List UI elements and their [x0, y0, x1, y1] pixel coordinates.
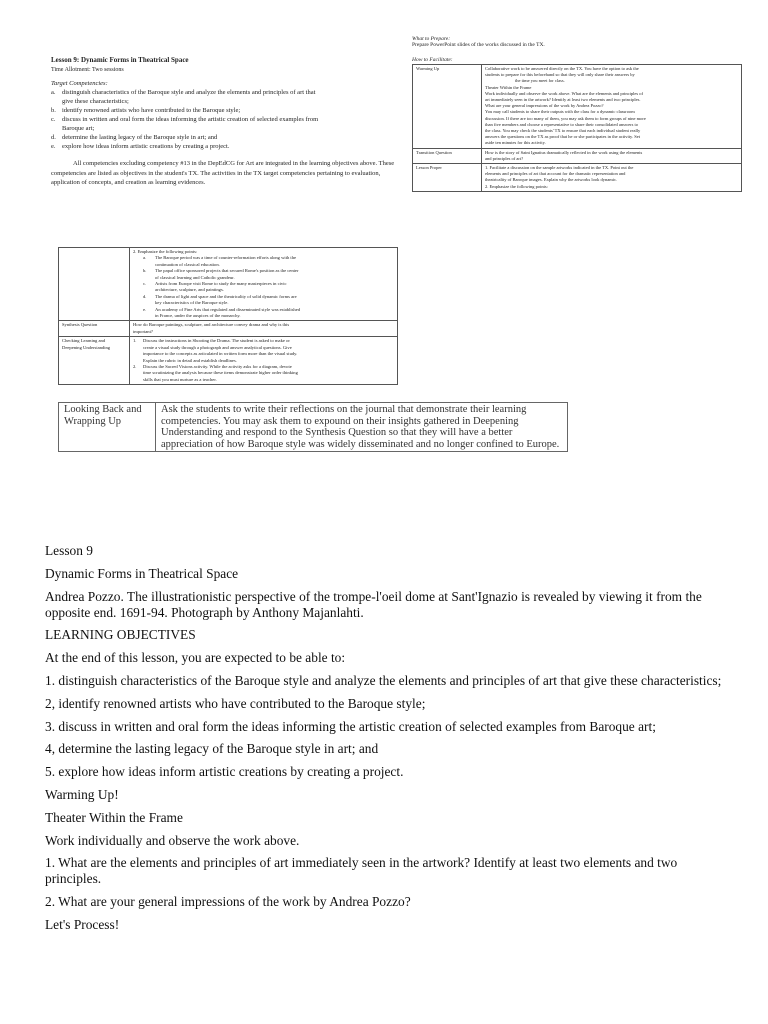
- row-label: Checking Learning and Deepening Understanding: [59, 337, 130, 385]
- row-label: Warming Up: [413, 65, 482, 149]
- lesson-table: [58, 247, 398, 385]
- image-caption: Andrea Pozzo. The illustrationistic perspective of the trompe-l'oeil dome at Sant'Ignazio is revealed by viewing it from the opposite end. 1691-94. Photograph by Anthony Majanlahti.: [45, 588, 702, 620]
- table-row: [413, 164, 742, 192]
- row-label: Lesson Proper: [413, 164, 482, 192]
- list-item: c. discuss in written and oral form the ideas informing the artistic creation of selected examples from: [51, 116, 319, 123]
- competencies-heading: Target Competencies:: [51, 80, 108, 87]
- list-item: e. explore how ideas inform artistic creations by creating a project.: [51, 143, 230, 150]
- list-item: a. distinguish characteristics of the Baroque style and analyze the elements and principles of art that: [51, 89, 316, 96]
- row-label: [59, 248, 130, 321]
- looking-back-table: [58, 402, 568, 452]
- table-row: [59, 403, 568, 452]
- question-item: 2. What are your general impressions of the work by Andrea Pozzo?: [45, 894, 411, 910]
- activity-title: Theater Within the Frame: [45, 809, 183, 825]
- competencies-note: All competencies excluding competency #13 in the DepEdCG for Art are integrated in the learning objectives above. These competencies are listed as objectives in the student's TX. The activities in the TX target competencies pertaining to evaluation, application of concepts, and creation as learning evidences.: [51, 160, 395, 186]
- row-content: 1. Discuss the instructions in Shooting the Drama. The student is asked to make or create a visual study through a photograph and answer analytical questions. Give importance to the concepts as articulated in written form more than the visual study. Explain the rubric in detail and establish deadlines. 2. Discuss the Sacred Visions activity. While the activity asks for a diagram, devote time scrutinizing the analysis because these items demonstrate higher order thinking skills that you must nurture as a teacher.: [130, 337, 398, 385]
- prepare-text: Prepare PowerPoint slides of the works discussed in the TX.: [412, 42, 545, 48]
- prepare-heading: What to Prepare:: [412, 36, 451, 42]
- row-label: Transition Question: [413, 148, 482, 163]
- lesson-table-sheet-image: [58, 247, 398, 382]
- row-content: Collaborative work to be answered directly on the TX. You have the option to ask the students to prepare for this beforehand so that they will only share their answers by the time you meet for class. Theater Within the Frame Work individually and observe the work above. What are the elements and principles of art immediately seen in the artwork? Identify at least two elements and two principles. What are your general impressions of the work by Andrea Pozzo? You may call students to share their outputs with the class for a dynamic classroom discussion. If there are too many of them, you may ask them to form groups of nine more than five members and choose a representative to share their consolidated answers to the class. You may check the students' TX to ensure that each individual student really answers the questions on the TX as proof that he or she participates in the activity. Set aside ten minutes for this activity.: [482, 65, 742, 149]
- row-content: Ask the students to write their reflections on the journal that demonstrate their learning competencies. You may ask them to expound on their insights gathered in Deepening Understanding and respond to the Synthesis Question so that they will have a better appreciation of how Baroque style was widely disseminated and no longer confined to Europe.: [156, 403, 568, 452]
- activity-instruction: Work individually and observe the work above.: [45, 832, 300, 848]
- lesson-title: Dynamic Forms in Theatrical Space: [45, 565, 239, 581]
- row-label: Synthesis Question: [59, 321, 130, 337]
- row-content: How do Baroque paintings, sculpture, and architecture convey drama and why is this important?: [130, 321, 398, 337]
- facilitation-table: [412, 64, 742, 192]
- facilitate-heading: How to Facilitate:: [412, 57, 453, 63]
- lesson-sheet-image: [44, 56, 404, 246]
- lesson-number: Lesson 9: [45, 543, 93, 558]
- section-heading: Warming Up!: [45, 786, 119, 802]
- list-item: give these characteristics;: [62, 98, 129, 105]
- objective-item: 3. discuss in written and oral form the ideas informing the artistic creation of selected examples from Baroque art;: [45, 718, 656, 734]
- table-row: [413, 148, 742, 163]
- objective-item: 1. distinguish characteristics of the Baroque style and analyze the elements and principles of art that give these characteristics;: [45, 672, 722, 688]
- section-heading: Let's Process!: [45, 916, 120, 932]
- list-item: d. determine the lasting legacy of the Baroque style in art; and: [51, 134, 218, 141]
- table-row: [59, 337, 398, 385]
- objective-item: 2, identify renowned artists who have contributed to the Baroque style;: [45, 695, 426, 711]
- objectives-intro: At the end of this lesson, you are expected to be able to:: [45, 650, 346, 666]
- competencies-list: [51, 88, 404, 151]
- objective-item: 4, determine the lasting legacy of the Baroque style in art; and: [45, 741, 379, 757]
- row-label: Looking Back and Wrapping Up: [59, 403, 156, 452]
- objective-item: 5. explore how ideas inform artistic creations by creating a project.: [45, 764, 404, 780]
- looking-back-sheet-image: [58, 402, 568, 468]
- row-content: 1. Facilitate a discussion on the sample artworks indicated in the TX. Point out the elements and principles of art that account for the dramatic representation and theatricality of Baroque images. Explain why the artworks look dynamic. 2. Emphasize the following points:: [482, 164, 742, 192]
- lesson-sheet-title: Lesson 9: Dynamic Forms in Theatrical Space: [51, 56, 189, 64]
- row-content: How is the story of Saint Ignatius dramatically reflected in the work using the elements and principles of art?: [482, 148, 742, 163]
- table-row: [59, 321, 398, 337]
- question-item: 1. What are the elements and principles of art immediately seen in the artwork? Identify at least two elements and two principles.: [45, 855, 678, 887]
- lesson-body-text: [45, 543, 735, 940]
- objectives-heading: LEARNING OBJECTIVES: [45, 627, 196, 643]
- time-allotment: Time Allotment: Two sessions: [51, 67, 124, 73]
- row-content: 2. Emphasize the following points: a. The Baroque period was a time of counter-reformation efforts along with the continuation of classical education. b. The papal office sponsored projects that secured Rome's position as the center of classical learning and Catholic grandeur. c. Artists from Europe visit Rome to study the many masterpieces in civic architecture, sculpture, and paintings. d. The drama of light and space and the theatricality of solid dynamic forms are key characteristics of the Baroque style. e. An academy of Fine Arts that regulated and disseminated style was established in France, under the auspices of the monarchy.: [130, 248, 398, 321]
- facilitation-sheet-image: [412, 36, 742, 246]
- table-row: [59, 248, 398, 321]
- table-row: [413, 65, 742, 149]
- list-item: b. identify renowned artists who have contributed to the Baroque style;: [51, 107, 241, 114]
- list-item: Baroque art;: [62, 125, 95, 132]
